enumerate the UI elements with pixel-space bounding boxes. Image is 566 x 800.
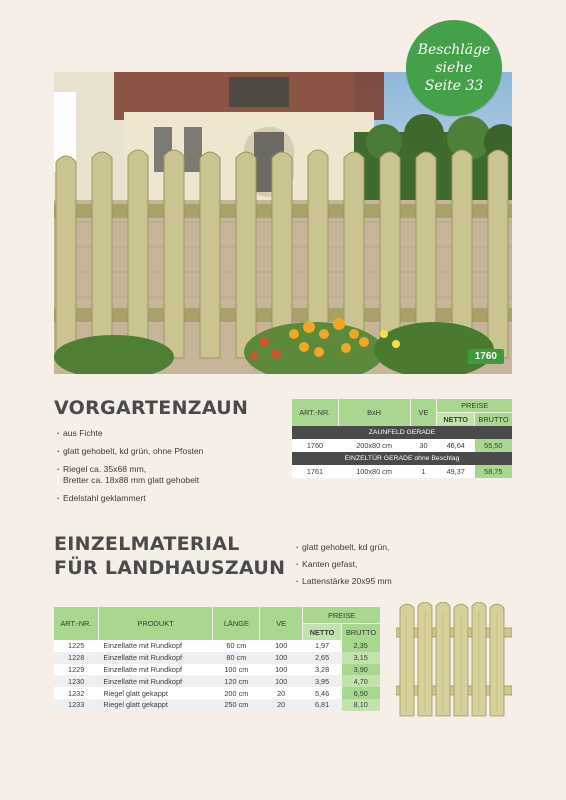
table-row [54,699,380,711]
group-label: EINZELTÜR GERADE ohne Beschlag [292,452,512,465]
cell-art: 1228 [54,652,98,664]
feature-item-continuation [57,475,272,486]
cell-brutto: 58,75 [475,465,512,478]
cell-brutto: 8,10 [342,699,380,711]
cell-laenge: 120 cm [213,675,260,687]
cell-produkt: Einzellatte mit Rundkopf [98,664,213,676]
feature-list-einzelmaterial [296,542,476,593]
col-header-laenge: LÄNGE [213,607,260,640]
table-row [54,687,380,699]
cell-laenge: 200 cm [213,687,260,699]
cell-ve: 100 [260,652,303,664]
cell-art: 1761 [292,465,338,478]
cell-art: 1232 [54,687,98,699]
cell-laenge: 80 cm [213,652,260,664]
col-header-preise: PREISE [303,607,380,624]
cell-ve: 20 [260,699,303,711]
cell-laenge: 250 cm [213,699,260,711]
cell-netto: 46,64 [437,439,475,452]
col-header-netto: NETTO [437,413,475,427]
cell-art: 1229 [54,664,98,676]
section-title-line-1: EINZELMATERIAL [54,533,240,555]
cell-ve: 20 [260,687,303,699]
table-row [54,675,380,687]
feature-list-vorgartenzaun [57,428,272,511]
cell-netto: 1,97 [303,640,342,652]
fence-panel-illustration [396,602,512,720]
table-row [54,664,380,676]
price-table-vorgartenzaun [292,399,512,478]
col-header-brutto: BRUTTO [475,413,512,427]
cell-art: 1760 [292,439,338,452]
feature-item: · glatt gehobelt, kd grün, [296,542,476,553]
feature-item: · Lattenstärke 20x95 mm [296,576,476,587]
col-header-netto: NETTO [303,624,342,641]
cell-netto: 3,28 [303,664,342,676]
feature-item: · Edelstahl geklammert [57,493,272,504]
cell-laenge: 60 cm [213,640,260,652]
feature-item: · Kanten gefast, [296,559,476,570]
feature-item: · glatt gehobelt, kd grün, ohne Pfosten [57,446,272,457]
fence-photo-illustration [54,72,512,374]
cell-laenge: 100 cm [213,664,260,676]
cell-brutto: 3,90 [342,664,380,676]
col-header-size: BxH [338,399,410,426]
col-header-brutto: BRUTTO [342,624,380,641]
cell-netto: 49,37 [437,465,475,478]
col-header-ve: VE [410,399,437,426]
badge-line-1: Beschläge [417,42,491,58]
accessories-badge [406,20,502,116]
feature-item-text: Bretter ca. 18x88 mm glatt gehobelt [63,475,200,485]
section-title-line-2: FÜR LANDHAUSZAUN [54,557,286,579]
col-header-art: ART.-NR. [292,399,338,426]
cell-brutto: 4,70 [342,675,380,687]
cell-produkt: Einzellatte mit Rundkopf [98,675,213,687]
badge-line-3: Seite 33 [424,78,484,94]
cell-ve: 100 [260,675,303,687]
badge-line-2: siehe [435,60,473,76]
col-header-produkt: PRODUKT [98,607,213,640]
cell-art: 1225 [54,640,98,652]
cell-netto: 6,81 [303,699,342,711]
cell-size: 200x80 cm [338,439,410,452]
hero-photo [54,72,512,374]
price-table-einzelmaterial [54,607,380,711]
cell-netto: 3,95 [303,675,342,687]
table-row [54,640,380,652]
feature-item: · aus Fichte [57,428,272,439]
cell-brutto: 55,50 [475,439,512,452]
cell-produkt: Einzellatte mit Rundkopf [98,652,213,664]
section-title-einzelmaterial [54,532,285,580]
table-row [54,652,380,664]
col-header-preise: PREISE [437,399,512,413]
col-header-art: ART.-NR. [54,607,98,640]
cell-brutto: 3,15 [342,652,380,664]
fence-product-image [396,602,512,720]
cell-brutto: 6,50 [342,687,380,699]
cell-ve: 100 [260,640,303,652]
cell-ve: 100 [260,664,303,676]
cell-netto: 5,46 [303,687,342,699]
cell-ve: 30 [410,439,437,452]
cell-produkt: Riegel glatt gekappt [98,687,213,699]
cell-produkt: Einzellatte mit Rundkopf [98,640,213,652]
cell-brutto: 2,35 [342,640,380,652]
cell-produkt: Riegel glatt gekappt [98,699,213,711]
cell-art: 1230 [54,675,98,687]
cell-art: 1233 [54,699,98,711]
cell-size: 100x80 cm [338,465,410,478]
cell-ve: 1 [410,465,437,478]
col-header-ve: VE [260,607,303,640]
cell-netto: 2,65 [303,652,342,664]
section-title-vorgartenzaun: VORGARTENZAUN [54,397,249,419]
feature-item: · Riegel ca. 35x68 mm, [57,464,272,475]
group-label: ZAUNFELD GERADE [292,426,512,439]
hero-article-code: 1760 [468,349,504,364]
